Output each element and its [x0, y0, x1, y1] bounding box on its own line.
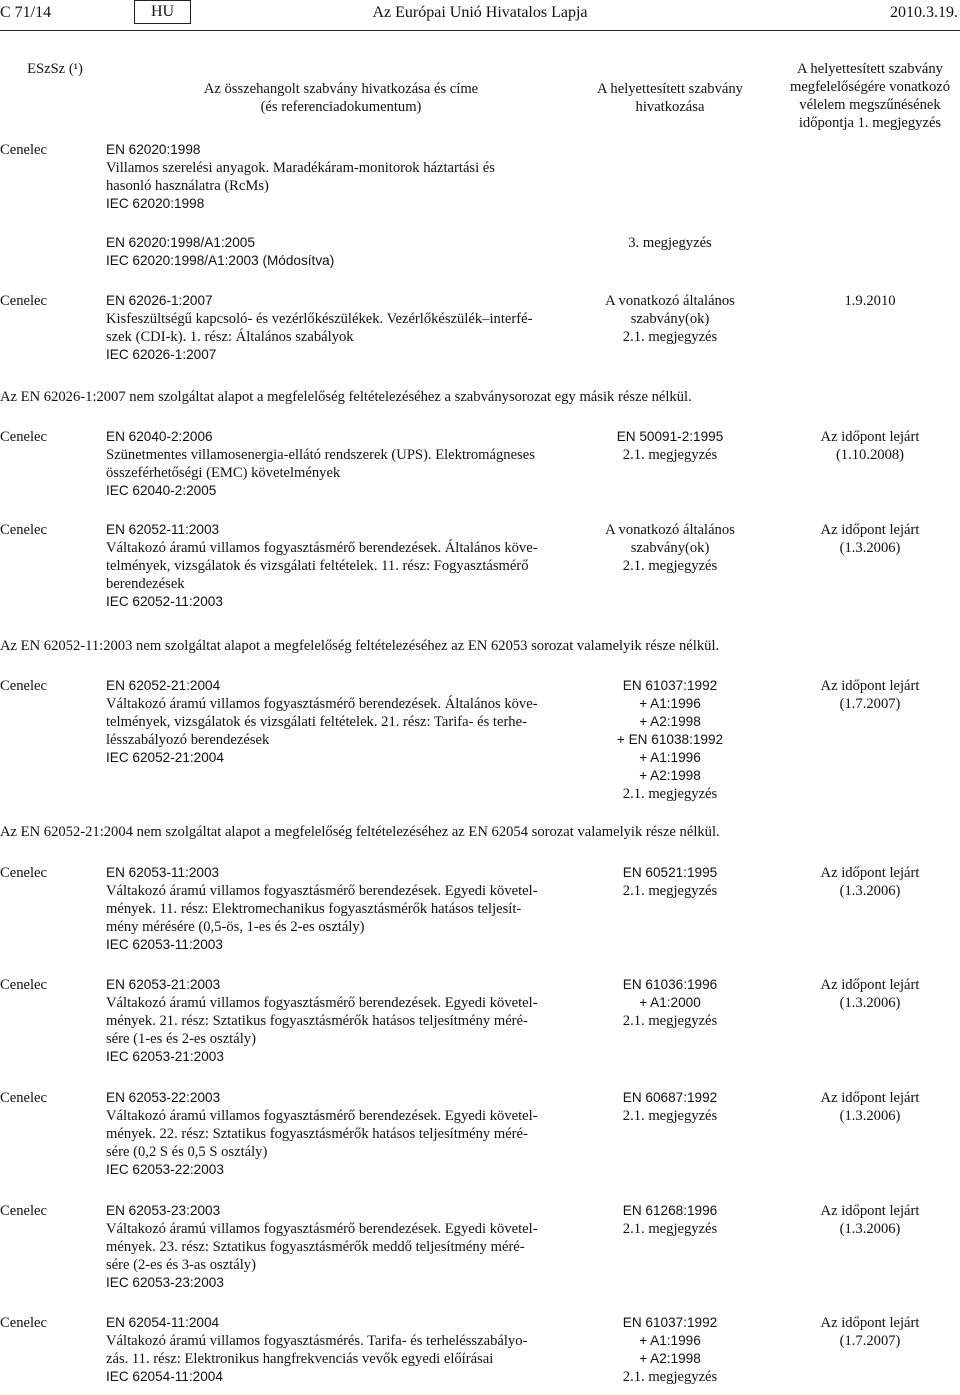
- standard-title-line: Villamos szerelési anyagok. Maradékáram-monitorok háztartási és: [106, 160, 495, 176]
- replaced-standard-line: 2.1. megjegyzés: [622, 329, 718, 345]
- standard-title-line: sére (0,2 S és 0,5 S osztály): [106, 1144, 268, 1160]
- standard-title-line: Váltakozó áramú villamos fogyasztásmérő berendezések. Egyedi követel-: [106, 1221, 538, 1237]
- standard-title-line: IEC 62040-2:2005: [106, 483, 217, 498]
- standard-cell: [106, 976, 576, 1066]
- standard-cell: [106, 521, 576, 611]
- standard-title-line: Váltakozó áramú villamos fogyasztásmérő berendezések. Egyedi követel-: [106, 995, 538, 1011]
- standard-title-line: berendezések: [106, 576, 185, 592]
- replaced-standard-line: + A1:1996: [639, 696, 701, 711]
- replaced-standard-line: A vonatkozó általános: [605, 522, 735, 538]
- organization-name: Cenelec: [0, 977, 47, 993]
- standard-title-line: mények. 21. rész: Sztatikus fogyasztásmérők hatásos teljesítmény méré-: [106, 1013, 528, 1029]
- standard-reference: EN 62020:1998: [106, 142, 201, 157]
- organization-cell: [0, 428, 47, 446]
- standard-cell: [106, 292, 576, 364]
- standard-title-line: zás. 11. rész: Elektronikus hangfrekvenciás vevők egyedi előírásai: [106, 1351, 494, 1367]
- replaced-standard-line: szabvány(ok): [630, 311, 710, 327]
- replaced-standard-line: 2.1. megjegyzés: [622, 1013, 718, 1029]
- cessation-date-line: Az időpont lejárt: [820, 1315, 920, 1331]
- organization-name: Cenelec: [0, 522, 47, 538]
- replaced-standard-cell: [585, 1314, 755, 1386]
- standard-reference: EN 62054-11:2004: [106, 1315, 220, 1330]
- replaced-standard-line: EN 61036:1996: [622, 977, 718, 992]
- standard-title-line: IEC 62054-11:2004: [106, 1369, 223, 1384]
- header-date-line: időpontja 1. megjegyzés: [798, 115, 942, 131]
- standard-reference: EN 62053-11:2003: [106, 865, 220, 880]
- header-standard: [106, 80, 576, 116]
- header-rule: [0, 30, 960, 31]
- standard-title-line: Szünetmentes villamosenergia-ellátó rendszerek (UPS). Elektromágneses: [106, 447, 535, 463]
- cessation-date-line: Az időpont lejárt: [820, 977, 920, 993]
- standard-title-line: lésszabályozó berendezések: [106, 732, 270, 748]
- replaced-standard-line: + A1:1996: [639, 1333, 701, 1348]
- organization-name: Cenelec: [0, 865, 47, 881]
- page-header: [0, 0, 960, 28]
- replaced-standard-line: EN 61037:1992: [622, 678, 718, 693]
- standard-reference: EN 62040-2:2006: [106, 429, 213, 444]
- cessation-date-cell: [780, 976, 960, 1012]
- replaced-standard-cell: [585, 234, 755, 252]
- organization-cell: [0, 141, 47, 159]
- organization-cell: [0, 677, 47, 695]
- cessation-date-line: Az időpont lejárt: [820, 429, 920, 445]
- replaced-standard-line: EN 60687:1992: [622, 1090, 718, 1105]
- organization-cell: [0, 1202, 47, 1220]
- organization-cell: [0, 292, 47, 310]
- standard-cell: [106, 1089, 576, 1179]
- standard-title-line: mények. 23. rész: Sztatikus fogyasztásmérők meddő teljesítmény méré-: [106, 1239, 525, 1255]
- replaced-standard-line: 2.1. megjegyzés: [622, 1221, 718, 1237]
- standard-title-line: IEC 62053-21:2003: [106, 1049, 224, 1064]
- standard-title-line: Váltakozó áramú villamos fogyasztásmérés. Tarifa- és terhelésszabályo-: [106, 1333, 528, 1349]
- standard-title-line: IEC 62026-1:2007: [106, 347, 217, 362]
- standard-title-line: mények. 22. rész: Sztatikus fogyasztásmérők hatásos teljesítmény méré-: [106, 1126, 528, 1142]
- replaced-standard-line: EN 61037:1992: [622, 1315, 718, 1330]
- standard-cell: [106, 234, 576, 270]
- replaced-standard-cell: [585, 1202, 755, 1238]
- cessation-date-line: Az időpont lejárt: [820, 522, 920, 538]
- replaced-standard-line: + A2:1998: [639, 1351, 701, 1366]
- standard-reference: EN 62052-11:2003: [106, 522, 220, 537]
- standard-title-line: sére (2-es és 3-as osztály): [106, 1257, 256, 1273]
- cessation-date-line: (1.3.2006): [839, 995, 901, 1011]
- replaced-standard-line: + A1:2000: [639, 995, 701, 1010]
- cessation-date-cell: [780, 292, 960, 310]
- replaced-standard-cell: [585, 864, 755, 900]
- header-organization: [0, 60, 110, 78]
- standard-title-line: IEC 62052-11:2003: [106, 594, 223, 609]
- language-badge: HU: [134, 0, 191, 24]
- standard-cell: [106, 864, 576, 954]
- cessation-date-line: Az időpont lejárt: [820, 678, 920, 694]
- standard-title-line: Váltakozó áramú villamos fogyasztásmérő berendezések. Általános köve-: [106, 696, 538, 712]
- cessation-date-line: (1.3.2006): [839, 1221, 901, 1237]
- replaced-standard-line: A vonatkozó általános: [605, 293, 735, 309]
- standard-title-line: Kisfeszültségű kapcsoló- és vezérlőkészülékek. Vezérlőkészülék–interfé-: [106, 311, 533, 327]
- publication-date: 2010.3.19.: [890, 4, 958, 21]
- journal-title: Az Európai Unió Hivatalos Lapja: [372, 4, 588, 21]
- organization-name: Cenelec: [0, 678, 47, 694]
- replaced-standard-cell: [585, 292, 755, 346]
- standard-cell: [106, 1314, 576, 1386]
- table-note: Az EN 62026-1:2007 nem szolgáltat alapot a megfelelőség feltételezéséhez a szabványsorozat egy másik része nélkül.: [0, 389, 692, 405]
- standard-title-line: IEC 62053-11:2003: [106, 937, 223, 952]
- standard-reference: EN 62052-21:2004: [106, 678, 221, 693]
- header-date-line: A helyettesített szabvány: [797, 61, 943, 77]
- replaced-standard-line: 2.1. megjegyzés: [622, 1108, 718, 1124]
- replaced-standard-line: 3. megjegyzés: [628, 235, 712, 251]
- replaced-standard-line: 2.1. megjegyzés: [622, 558, 718, 574]
- replaced-standard-line: 2.1. megjegyzés: [622, 883, 718, 899]
- organization-name: Cenelec: [0, 1090, 47, 1106]
- organization-name: Cenelec: [0, 142, 47, 158]
- replaced-standard-line: szabvány(ok): [630, 540, 710, 556]
- header-organization-line: ESzSz (¹): [27, 61, 83, 77]
- cessation-date-cell: [780, 428, 960, 464]
- header-cessation-date: [780, 60, 960, 132]
- replaced-standard-line: 2.1. megjegyzés: [622, 1369, 718, 1385]
- cessation-date-cell: [780, 1202, 960, 1238]
- standard-title-line: összeférhetőségi (EMC) követelmények: [106, 465, 341, 481]
- organization-cell: [0, 1314, 47, 1332]
- replaced-standard-line: + A1:1996: [639, 750, 701, 765]
- header-replaced-standard: [585, 80, 755, 116]
- standard-title-line: mény mérésére (0,5-ös, 1-es és 2-es osztály): [106, 919, 365, 935]
- standard-reference: EN 62053-21:2003: [106, 977, 221, 992]
- standard-title-line: Váltakozó áramú villamos fogyasztásmérő berendezések. Egyedi követel-: [106, 1108, 538, 1124]
- cessation-date-cell: [780, 521, 960, 557]
- standard-title-line: IEC 62053-23:2003: [106, 1275, 224, 1290]
- replaced-standard-cell: [585, 677, 755, 803]
- header-replaced-line: hivatkozása: [635, 99, 705, 115]
- standard-cell: [106, 1202, 576, 1292]
- replaced-standard-line: + A2:1998: [639, 768, 701, 783]
- cessation-date-line: (1.10.2008): [835, 447, 905, 463]
- header-replaced-line: A helyettesített szabvány: [597, 81, 743, 97]
- replaced-standard-line: 2.1. megjegyzés: [622, 786, 718, 802]
- standard-title-line: IEC 62053-22:2003: [106, 1162, 224, 1177]
- cessation-date-line: Az időpont lejárt: [820, 1203, 920, 1219]
- cessation-date-line: 1.9.2010: [844, 293, 896, 309]
- organization-cell: [0, 1089, 47, 1107]
- standard-title-line: IEC 62020:1998: [106, 196, 205, 211]
- cessation-date-cell: [780, 1089, 960, 1125]
- organization-name: Cenelec: [0, 1203, 47, 1219]
- header-date-line: vélelem megszűnésének: [799, 97, 941, 113]
- cessation-date-cell: [780, 1314, 960, 1350]
- cessation-date-line: Az időpont lejárt: [820, 865, 920, 881]
- standard-title-line: hasonló használatra (RcMs): [106, 178, 269, 194]
- organization-cell: [0, 976, 47, 994]
- header-standard-line: Az összehangolt szabvány hivatkozása és címe: [203, 81, 479, 97]
- standard-title-line: telmények, vizsgálatok és vizsgálati feltételek. 11. rész: Fogyasztásmérő: [106, 558, 529, 574]
- table-note: Az EN 62052-11:2003 nem szolgáltat alapot a megfelelőség feltételezéséhez az EN 62053 sorozat valamelyik része nélkül.: [0, 638, 720, 654]
- organization-name: Cenelec: [0, 429, 47, 445]
- cessation-date-line: (1.3.2006): [839, 883, 901, 899]
- page-reference: C 71/14: [0, 4, 52, 21]
- standard-title-line: szek (CDI-k). 1. rész: Általános szabályok: [106, 329, 354, 345]
- standard-reference: EN 62053-23:2003: [106, 1203, 221, 1218]
- replaced-standard-cell: [585, 976, 755, 1030]
- organization-cell: [0, 864, 47, 882]
- standard-cell: [106, 428, 576, 500]
- standard-title-line: sére (1-es és 2-es osztály): [106, 1031, 256, 1047]
- header-standard-line: (és referenciadokumentum): [260, 99, 422, 115]
- standard-cell: [106, 677, 576, 767]
- replaced-standard-line: EN 50091-2:1995: [616, 429, 724, 444]
- standard-title-line: IEC 62020:1998/A1:2003 (Módosítva): [106, 253, 335, 268]
- standard-title-line: IEC 62052-21:2004: [106, 750, 224, 765]
- standard-title-line: telmények, vizsgálatok és vizsgálati feltételek. 21. rész: Tarifa- és terhe-: [106, 714, 527, 730]
- cessation-date-cell: [780, 864, 960, 900]
- replaced-standard-line: EN 61268:1996: [622, 1203, 718, 1218]
- cessation-date-line: (1.3.2006): [839, 540, 901, 556]
- standard-reference: EN 62026-1:2007: [106, 293, 213, 308]
- header-date-line: megfelelőségére vonatkozó: [789, 79, 951, 95]
- standard-title-line: Váltakozó áramú villamos fogyasztásmérő berendezések. Egyedi követel-: [106, 883, 538, 899]
- replaced-standard-line: + A2:1998: [639, 714, 701, 729]
- replaced-standard-cell: [585, 521, 755, 575]
- standard-reference: EN 62053-22:2003: [106, 1090, 221, 1105]
- replaced-standard-line: 2.1. megjegyzés: [622, 447, 718, 463]
- cessation-date-line: (1.7.2007): [839, 1333, 901, 1349]
- replaced-standard-cell: [585, 428, 755, 464]
- column-headers: [0, 60, 960, 132]
- standard-reference: EN 62020:1998/A1:2005: [106, 235, 255, 250]
- table-note: Az EN 62052-21:2004 nem szolgáltat alapot a megfelelőség feltételezéséhez az EN 62054 sorozat valamelyik része nélkül.: [0, 824, 720, 840]
- standard-title-line: Váltakozó áramú villamos fogyasztásmérő berendezések. Általános köve-: [106, 540, 538, 556]
- standard-cell: [106, 141, 576, 213]
- cessation-date-line: (1.7.2007): [839, 696, 901, 712]
- organization-name: Cenelec: [0, 1315, 47, 1331]
- standard-title-line: mények. 11. rész: Elektromechanikus fogyasztásmérők hatásos teljesít-: [106, 901, 522, 917]
- cessation-date-cell: [780, 677, 960, 713]
- organization-cell: [0, 521, 47, 539]
- cessation-date-line: (1.3.2006): [839, 1108, 901, 1124]
- organization-name: Cenelec: [0, 293, 47, 309]
- cessation-date-line: Az időpont lejárt: [820, 1090, 920, 1106]
- replaced-standard-cell: [585, 1089, 755, 1125]
- replaced-standard-line: + EN 61038:1992: [616, 732, 724, 747]
- replaced-standard-line: EN 60521:1995: [622, 865, 718, 880]
